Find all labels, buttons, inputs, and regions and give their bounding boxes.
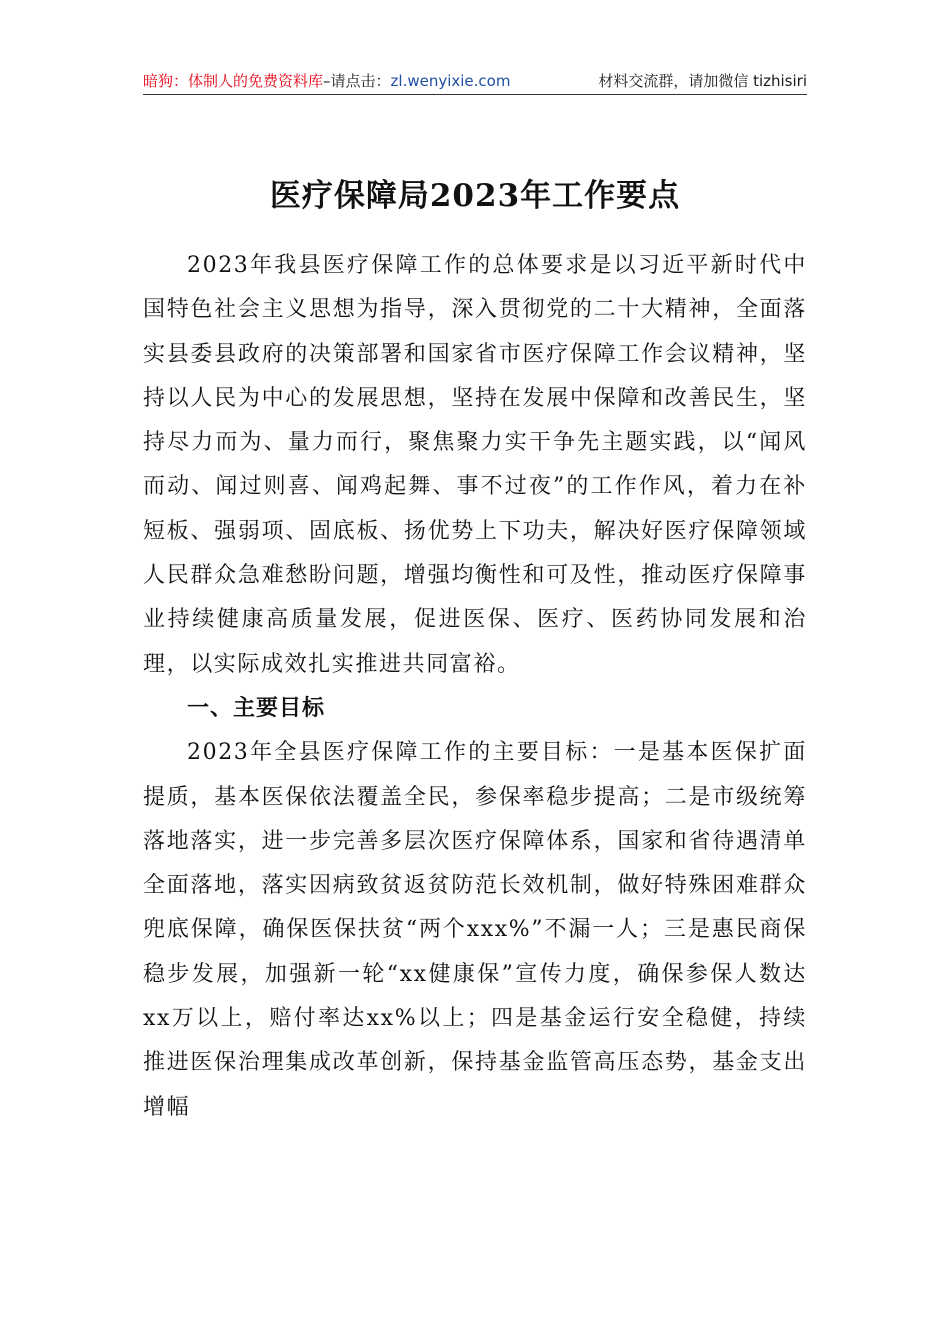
page-header bbox=[143, 66, 807, 95]
header-click-label: –请点击： bbox=[323, 71, 391, 90]
header-site-name: 暗狗：体制人的免费资料库 bbox=[143, 71, 324, 90]
intro-paragraph: 2023年我县医疗保障工作的总体要求是以习近平新时代中国特色社会主义思想为指导，深入贯彻党的二十大精神，全面落实县委县政府的决策部署和国家省市医疗保障工作会议精神，坚持以人民为中心的发展思想，坚持在发展中保障和改善民生，坚持尽力而为、量力而行，聚焦聚力实干争先主题实践，以“闻风而动、闻过则喜、闻鸡起舞、事不过夜”的工作作风，着力在补短板、强弱项、固底板、扬优势上下功夫，解决好医疗保障领域人民群众急难愁盼问题，增强均衡性和可及性，推动医疗保障事业持续健康高质量发展，促进医保、医疗、医药协同发展和治理，以实际成效扎实推进共同富裕。 bbox=[143, 253, 807, 677]
header-left-group bbox=[143, 70, 510, 91]
document-body bbox=[143, 244, 807, 1130]
main-goals-paragraph: 2023年全县医疗保障工作的主要目标：一是基本医保扩面提质，基本医保依法覆盖全民，参保率稳步提高；二是市级统筹落地落实，进一步完善多层次医疗保障体系，国家和省待遇清单全面落地，落实因病致贫返贫防范长效机制，做好特殊困难群众兜底保障，确保医保扶贫“两个xxx%”不漏一人；三是惠民商保稳步发展，加强新一轮“xx健康保”宣传力度，确保参保人数达xx万以上，赔付率达xx%以上；四是基金运行安全稳健，持续推进医保治理集成改革创新，保持基金监管高压态势，基金支出增幅 bbox=[143, 740, 807, 1120]
document-title: 医疗保障局2023年工作要点 bbox=[269, 178, 681, 214]
section-heading-main-goals: 一、主要目标 bbox=[187, 695, 326, 721]
header-url-link[interactable]: zl.wenyixie.com bbox=[390, 71, 511, 90]
header-wechat-note: 材料交流群，请加微信 tizhisiri bbox=[598, 71, 807, 90]
